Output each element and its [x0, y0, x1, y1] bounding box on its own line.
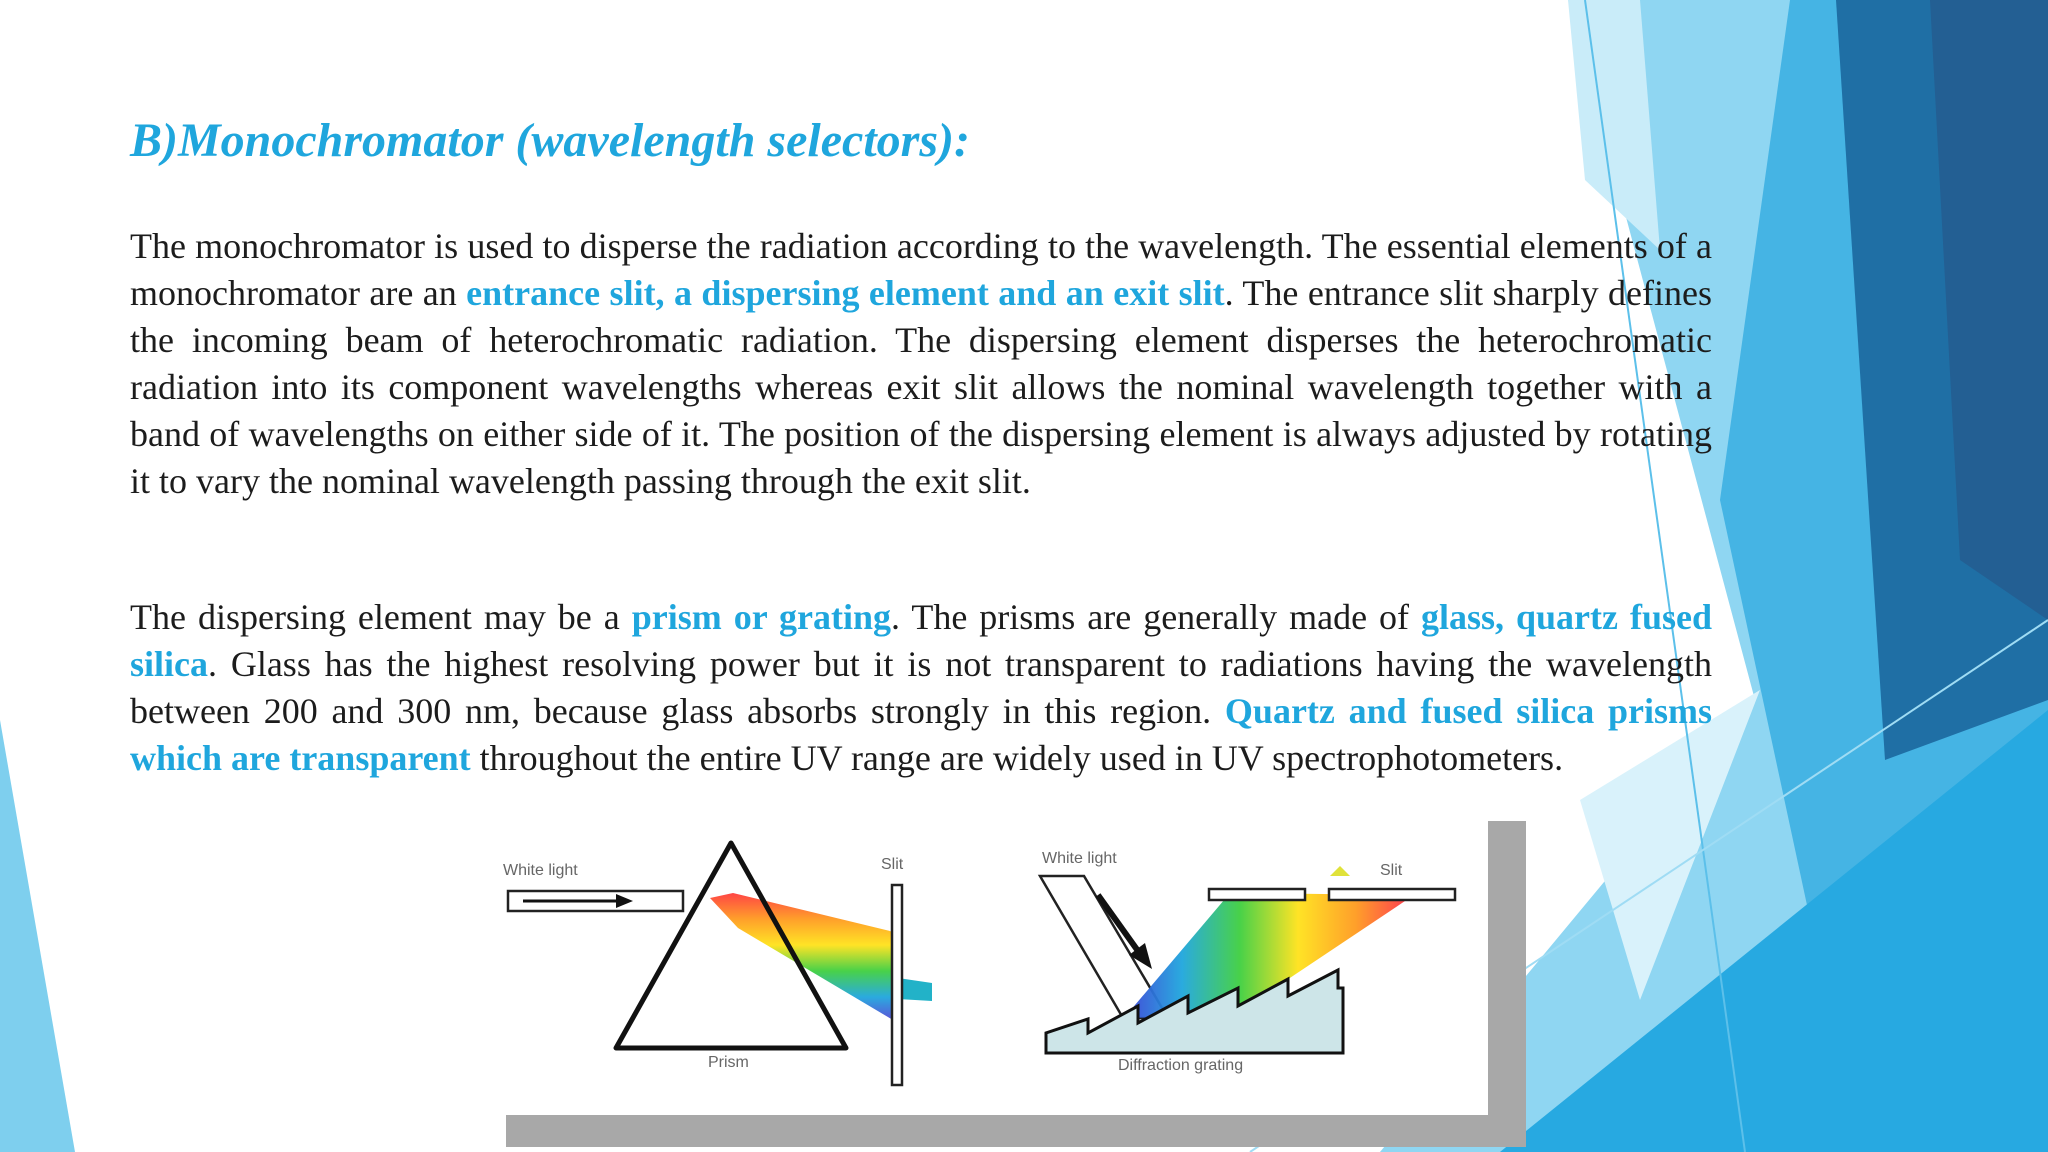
para2-highlight-quartz-silica: Quartz and fused silica prisms which are transparent — [130, 691, 1712, 778]
paragraph-monochromator — [130, 223, 1712, 505]
grating-slit-label: Slit — [1380, 862, 1403, 879]
para2-highlight-glass-quartz: glass, quartz fused silica — [130, 597, 1713, 684]
grating-white-light-label: White light — [1042, 850, 1117, 867]
figure-shadow-bottom — [506, 1113, 1526, 1147]
slide-title: B)Monochromator (wavelength selectors): — [130, 114, 970, 167]
para1-text-1: The monochromator is used to disperse the radiation according to the wavelength. The essential elements of a monochromator are an — [130, 226, 1712, 313]
para2-text-2: . The prisms are generally made of — [891, 597, 1422, 637]
para2-text-1: The dispersing element may be a — [130, 597, 632, 637]
grating-exit-slit-right — [1329, 889, 1455, 900]
figure-shadow-right — [1484, 821, 1526, 1147]
para2-highlight-prism-grating: prism or grating — [631, 597, 891, 637]
prism-slit-label: Slit — [881, 856, 904, 873]
deco-left-sliver — [0, 720, 75, 1152]
dispersion-figure — [488, 803, 1528, 1149]
paragraph-dispersing-element — [130, 594, 1712, 782]
grating-exit-slit-left — [1209, 889, 1305, 900]
prism-label: Prism — [708, 1054, 749, 1071]
para2-text-3: . Glass has the highest resolving power but it is not transparent to radiations having the wavelength between 200 and 300 nm, because glass absorbs strongly in this region. — [130, 644, 1712, 731]
para2-text-4: throughout the entire UV range are widely used in UV spectrophotometers. — [470, 738, 1564, 778]
prism-exit-slit — [892, 885, 902, 1085]
grating-label: Diffraction grating — [1118, 1057, 1244, 1074]
para1-highlight-slits: entrance slit, a dispersing element and an exit slit — [466, 273, 1225, 313]
para1-text-2: . The entrance slit sharply defines the incoming beam of heterochromatic radiation. The dispersing element disperses the heterochromatic radiation into its component wavelengths whereas exit slit allows the nominal wavelength together with a band of wavelengths on either side of it. The position of the dispersing element is always adjusted by rotating it to vary the nominal wavelength passing through the exit slit. — [130, 273, 1712, 501]
prism-white-light-label: White light — [503, 862, 578, 879]
figure-panel — [488, 803, 1488, 1115]
